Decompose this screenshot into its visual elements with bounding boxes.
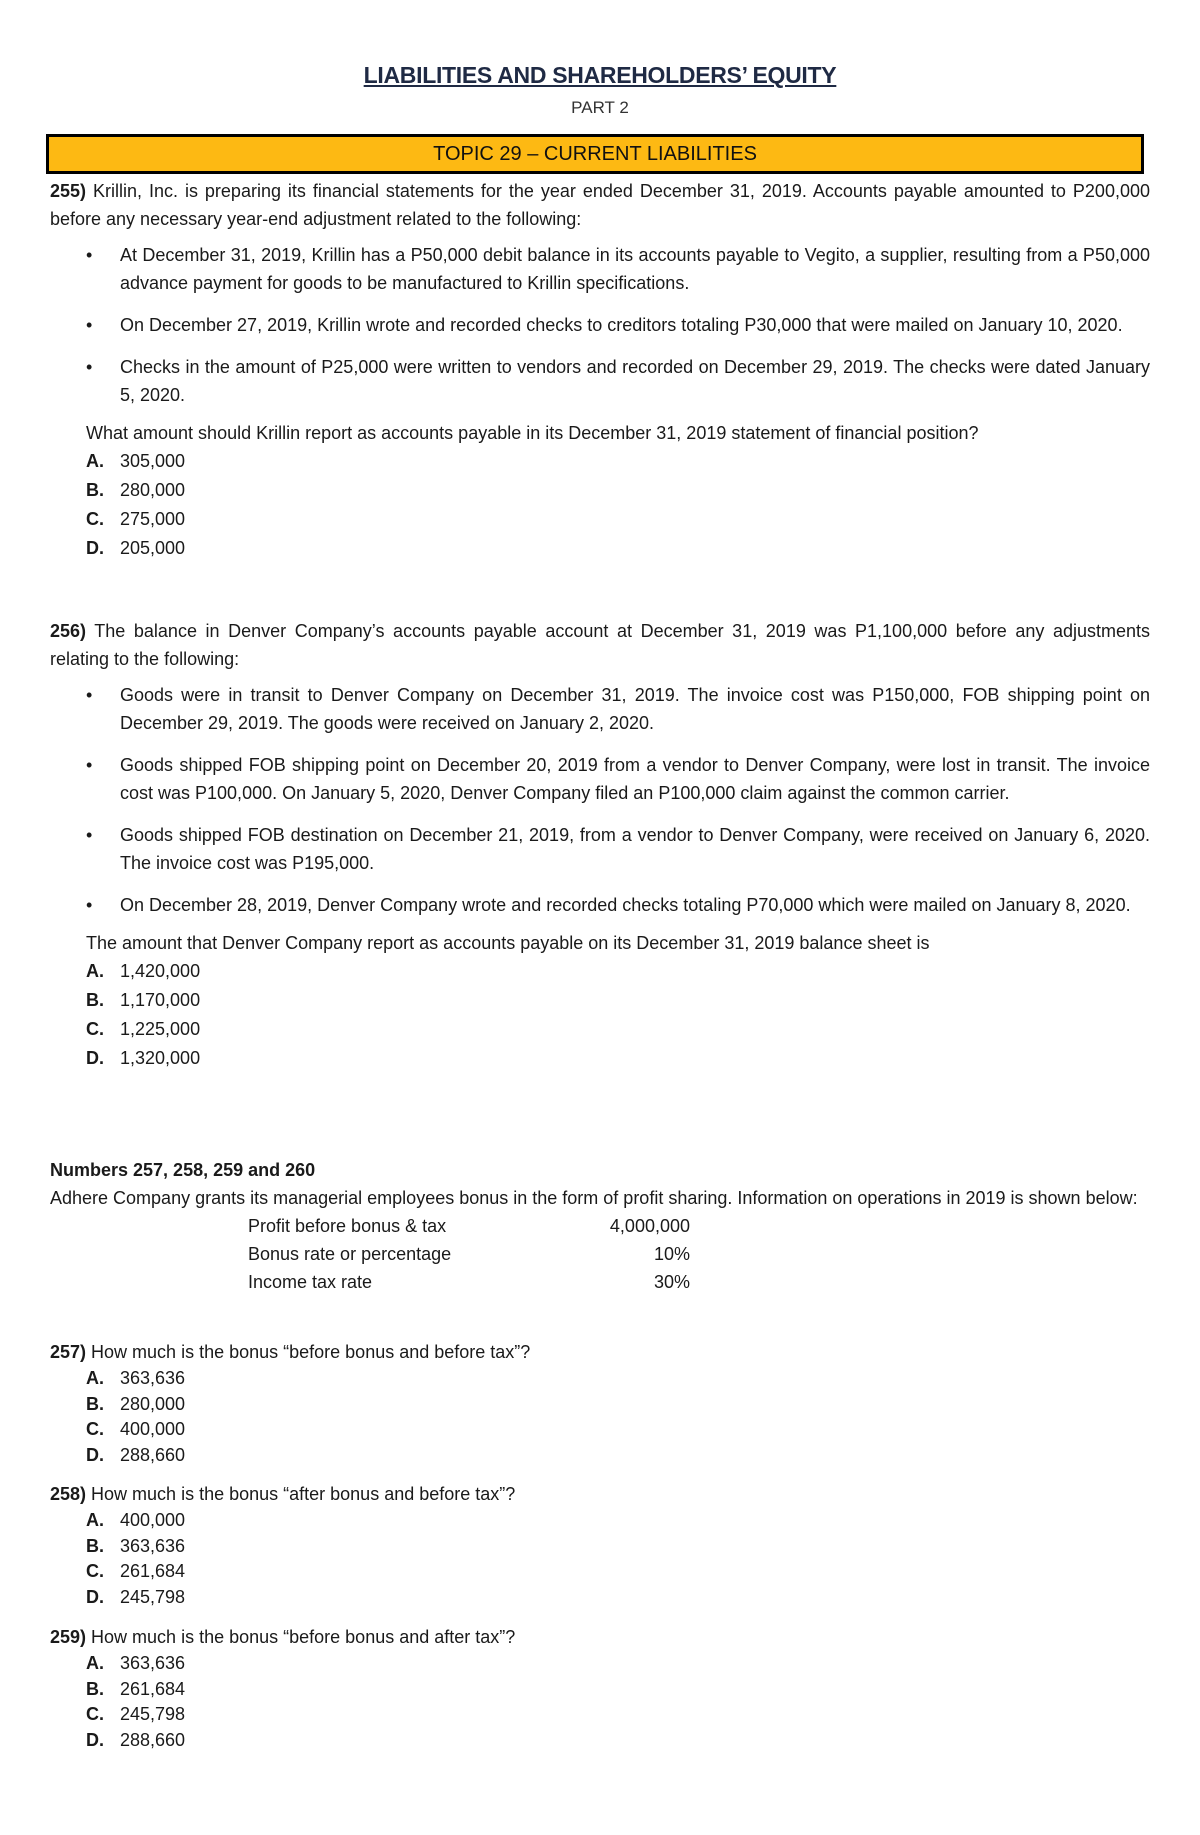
answer-choice[interactable] [86,1443,1150,1469]
table-label: Income tax rate [248,1272,373,1292]
document-title: LIABILITIES AND SHAREHOLDERS’ EQUITY [363,62,837,88]
document-subtitle: PART 2 [571,98,629,117]
bullet-item: • At December 31, 2019, Krillin has a P50,000 debit balance in its accounts payable to Vegito, a supplier, resulting from a P50,000 advance payment for goods to be manufactured to Krillin specifications. [86,245,1150,293]
answer-choices [50,1651,1150,1753]
answer-choice[interactable] [86,1534,1150,1560]
info-table [248,1212,690,1296]
choice-letter: D. [86,538,104,558]
bullet-item: • Goods were in transit to Denver Company on December 31, 2019. The invoice cost was P150,000, FOB shipping point on December 29, 2019. The goods were received on January 2, 2020. [86,685,1150,733]
answer-choice[interactable] [86,1651,1150,1677]
question-text: How much is the bonus “after bonus and before tax”? [91,1484,516,1504]
table-row [248,1240,690,1268]
answer-choice[interactable] [86,986,1150,1015]
choice-text: 1,420,000 [120,961,201,981]
answer-choice[interactable] [86,1728,1150,1754]
choice-text: 280,000 [120,1393,186,1414]
choice-letter: C. [86,1419,104,1439]
choice-letter: B. [86,1678,104,1699]
choice-letter: D. [86,1729,104,1750]
bullet-text: On December 28, 2019, Denver Company wrote and recorded checks totaling P70,000 which were mailed on January 8, 2020. [120,895,1131,915]
question-intro-text: Krillin, Inc. is preparing its financial statements for the year ended December 31, 2019. Accounts payable amounted to P200,000 before any necessary year-end adjustment related to the following: [50,181,1150,229]
question-259 [50,1623,1150,1753]
table-row [248,1212,690,1240]
bullet-item: • On December 28, 2019, Denver Company wrote and recorded checks totaling P70,000 which were mailed on January 8, 2020. [86,895,1131,915]
question-256 [50,617,1150,1073]
choice-text: 363,636 [120,1368,186,1388]
choice-letter: C. [86,509,104,529]
bullet-text: Goods shipped FOB destination on December 21, 2019, from a vendor to Denver Company, were received on January 6, 2020. The invoice cost was P195,000. [120,825,1150,873]
question-intro [50,177,1150,233]
bullet-text: On December 27, 2019, Krillin wrote and recorded checks to creditors totaling P30,000 that were mailed on January 10, 2020. [120,315,1123,335]
answer-choice[interactable] [86,1015,1150,1044]
choice-letter: B. [86,990,104,1010]
bullet-list [50,681,1150,919]
answer-choices [50,1508,1150,1610]
choice-text: 363,636 [120,1653,186,1673]
question-text: How much is the bonus “before bonus and before tax”? [91,1342,531,1362]
choice-text: 288,660 [120,1444,186,1465]
answer-choice[interactable] [86,957,1150,986]
choice-text: 261,684 [120,1561,186,1581]
choice-text: 261,684 [120,1678,186,1699]
choice-letter: B. [86,1393,104,1414]
question-text: How much is the bonus “before bonus and after tax”? [91,1627,516,1647]
question-prompt: The amount that Denver Company report as accounts payable on its December 31, 2019 balance sheet is [86,933,930,953]
choice-text: 275,000 [120,509,186,529]
group-intro: Adhere Company grants its managerial employees bonus in the form of profit sharing. Information on operations in 2019 is shown below: [50,1188,1138,1208]
choice-text: 205,000 [120,538,186,558]
question-prompt [50,1623,1150,1651]
table-value: 30% [653,1272,690,1292]
choice-text: 305,000 [120,451,186,471]
question-258 [50,1480,1150,1610]
choice-letter: C. [86,1561,104,1581]
question-prompt [50,1338,1150,1366]
bullet-text: At December 31, 2019, Krillin has a P50,000 debit balance in its accounts payable to Vegito, a supplier, resulting from a P50,000 advance payment for goods to be manufactured to Krillin specifications. [120,245,1150,293]
question-number: 257) [50,1342,87,1362]
choice-text: 363,636 [120,1535,186,1556]
topic-banner: TOPIC 29 – CURRENT LIABILITIES [46,134,1144,174]
group-heading: Numbers 257, 258, 259 and 260 [50,1160,316,1180]
choice-letter: A. [86,1368,104,1388]
answer-choice[interactable] [86,1702,1150,1728]
answer-choice[interactable] [86,476,1150,505]
bullet-item: • Goods shipped FOB shipping point on December 20, 2019 from a vendor to Denver Company, were lost in transit. The invoice cost was P100,000. On January 5, 2020, Denver Company filed an P100,000 claim against the common carrier. [86,755,1150,803]
question-number: 258) [50,1484,87,1504]
choice-text: 1,225,000 [120,1019,201,1039]
choice-letter: D. [86,1048,104,1068]
choice-text: 1,320,000 [120,1048,201,1068]
answer-choices [50,1366,1150,1468]
question-257 [50,1338,1150,1468]
choice-letter: B. [86,1535,104,1556]
bullet-text: Goods shipped FOB shipping point on December 20, 2019 from a vendor to Denver Company, were lost in transit. The invoice cost was P100,000. On January 5, 2020, Denver Company filed an P100,000 claim against the common carrier. [120,755,1150,803]
bullet-item: • On December 27, 2019, Krillin wrote and recorded checks to creditors totaling P30,000 that were mailed on January 10, 2020. [86,315,1123,335]
question-prompt [50,1480,1150,1508]
answer-choice[interactable] [86,1585,1150,1611]
choice-letter: A. [86,961,104,981]
question-number: 255) [50,181,87,201]
answer-choice[interactable] [86,1508,1150,1534]
answer-choice[interactable] [86,1677,1150,1703]
bullet-item: • Goods shipped FOB destination on December 21, 2019, from a vendor to Denver Company, were received on January 6, 2020. The invoice cost was P195,000. [86,825,1150,873]
table-value: 10% [653,1244,690,1264]
answer-choice[interactable] [86,1559,1150,1585]
answer-choice[interactable] [86,505,1150,534]
choice-letter: A. [86,1653,104,1673]
table-row [248,1268,690,1296]
question-255 [50,177,1150,563]
choice-text: 400,000 [120,1510,186,1530]
choice-text: 400,000 [120,1419,186,1439]
bullet-text: Checks in the amount of P25,000 were written to vendors and recorded on December 29, 2019. The checks were dated January 5, 2020. [120,357,1150,405]
question-number: 259) [50,1627,87,1647]
choice-text: 245,798 [120,1586,186,1607]
question-prompt: What amount should Krillin report as accounts payable in its December 31, 2019 statement of financial position? [86,423,979,443]
question-intro [50,617,1150,673]
bullet-text: Goods were in transit to Denver Company on December 31, 2019. The invoice cost was P150,000, FOB shipping point on December 29, 2019. The goods were received on January 2, 2020. [120,685,1150,733]
choice-letter: B. [86,480,104,500]
choice-letter: D. [86,1444,104,1465]
choice-text: 245,798 [120,1704,186,1724]
choice-letter: A. [86,1510,104,1530]
choice-text: 1,170,000 [120,990,201,1010]
answer-choice[interactable] [86,447,1150,476]
bullet-item: • Checks in the amount of P25,000 were written to vendors and recorded on December 29, 2019. The checks were dated January 5, 2020. [86,357,1150,405]
question-number: 256) [50,621,87,641]
choice-text: 288,660 [120,1729,186,1750]
table-value: 4,000,000 [609,1216,690,1236]
answer-choice[interactable] [86,534,1150,563]
answer-choice[interactable] [86,1392,1150,1418]
answer-choice[interactable] [86,1417,1150,1443]
choice-letter: D. [86,1586,104,1607]
answer-choice[interactable] [86,1366,1150,1392]
answer-choice[interactable] [86,1044,1150,1073]
choice-letter: A. [86,451,104,471]
bullet-list [50,241,1150,409]
choice-letter: C. [86,1019,104,1039]
table-label: Profit before bonus & tax [248,1216,447,1236]
choice-text: 280,000 [120,480,186,500]
table-label: Bonus rate or percentage [248,1244,452,1264]
answer-choices [50,957,1150,1073]
problem-group [50,1156,1150,1296]
answer-choices [50,447,1150,563]
question-intro-text: The balance in Denver Company’s accounts payable account at December 31, 2019 was P1,100,000 before any adjustments relating to the following: [50,621,1150,669]
choice-letter: C. [86,1704,104,1724]
